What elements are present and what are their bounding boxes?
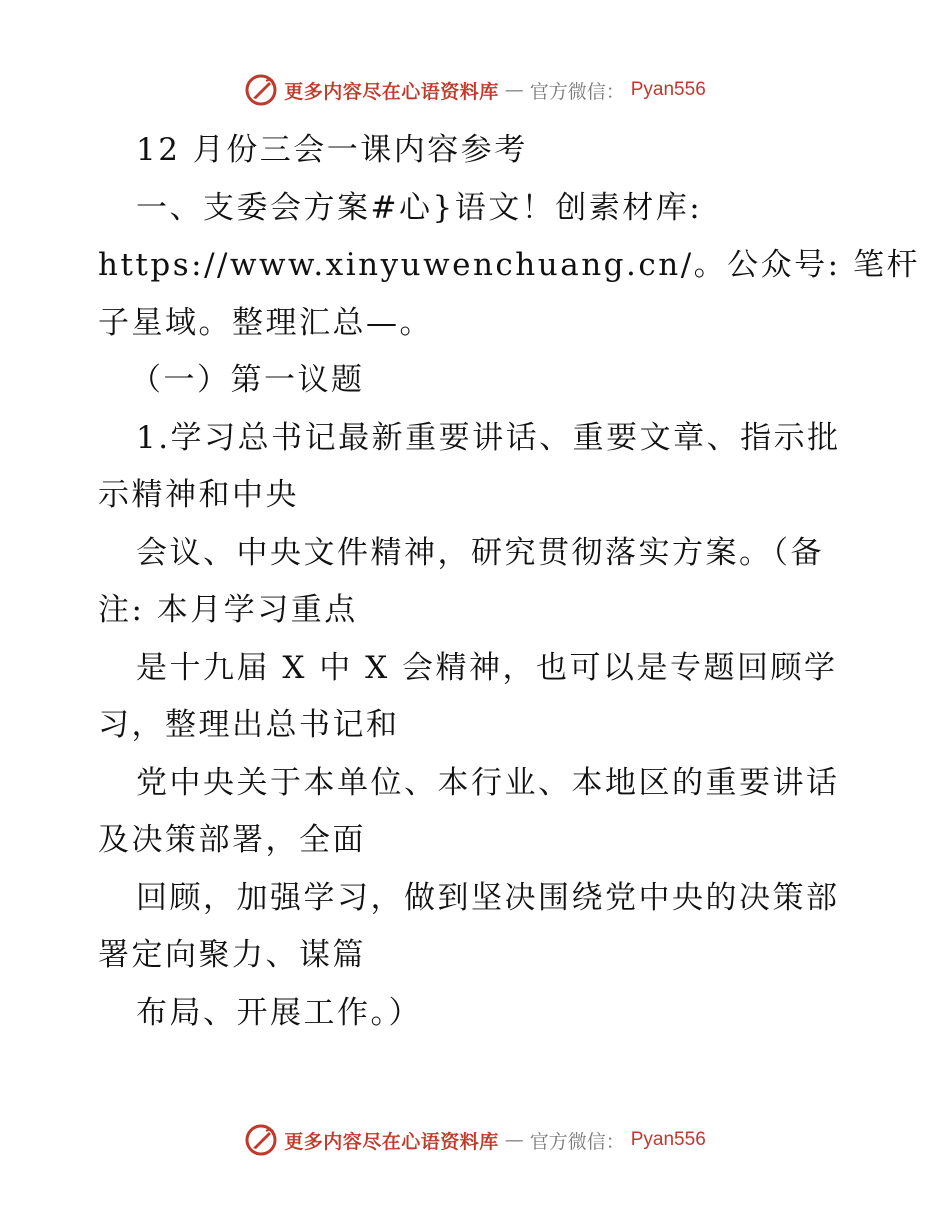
doc-line: 习，整理出总书记和 — [98, 707, 400, 743]
doc-line: 及决策部署，全面 — [98, 822, 366, 858]
watermark-wechat-id: Pyan556 — [630, 79, 706, 100]
watermark-brand: 更多内容尽在心语资料库 — [284, 1130, 499, 1153]
subsection-heading: （一）第一议题 — [130, 362, 365, 398]
doc-line: 署定向聚力、谋篇 — [98, 937, 366, 973]
doc-line: https://www.xinyuwenchuang.cn/。公众号: 笔杆 — [98, 247, 920, 283]
doc-title: 12 月份三会一课内容参考 — [136, 132, 528, 168]
doc-line: 党中央关于本单位、本行业、本地区的重要讲话 — [136, 764, 840, 801]
doc-line: 子星域。整理汇总—。 — [98, 304, 433, 341]
watermark-separator: — — [504, 79, 524, 101]
section-heading: 一、支委会方案#心}语文！创素材库: — [136, 189, 703, 226]
watermark-official-label: 官方微信： — [529, 80, 625, 103]
footer-watermark — [0, 1120, 950, 1160]
watermark-wechat-id: Pyan556 — [630, 1129, 706, 1150]
doc-line: 回顾，加强学习，做到坚决围绕党中央的决策部 — [136, 879, 840, 916]
header-watermark — [0, 70, 950, 110]
document-body — [98, 122, 920, 1042]
watermark-separator: — — [504, 1129, 524, 1151]
doc-line: 是十九届 X 中 X 会精神，也可以是专题回顾学 — [136, 649, 838, 686]
doc-line: 注: 本月学习重点 — [98, 592, 358, 628]
doc-line: 布局、开展工作。） — [136, 994, 422, 1031]
watermark-brand: 更多内容尽在心语资料库 — [284, 80, 499, 103]
quill-logo-icon — [244, 1123, 278, 1157]
doc-line: 1.学习总书记最新重要讲话、重要文章、指示批 — [136, 419, 841, 456]
quill-logo-icon — [244, 73, 278, 107]
doc-line: 示精神和中央 — [98, 477, 299, 513]
doc-line: 会议、中央文件精神，研究贯彻落实方案。（备 — [136, 534, 824, 571]
watermark-official-label: 官方微信： — [529, 1130, 625, 1153]
